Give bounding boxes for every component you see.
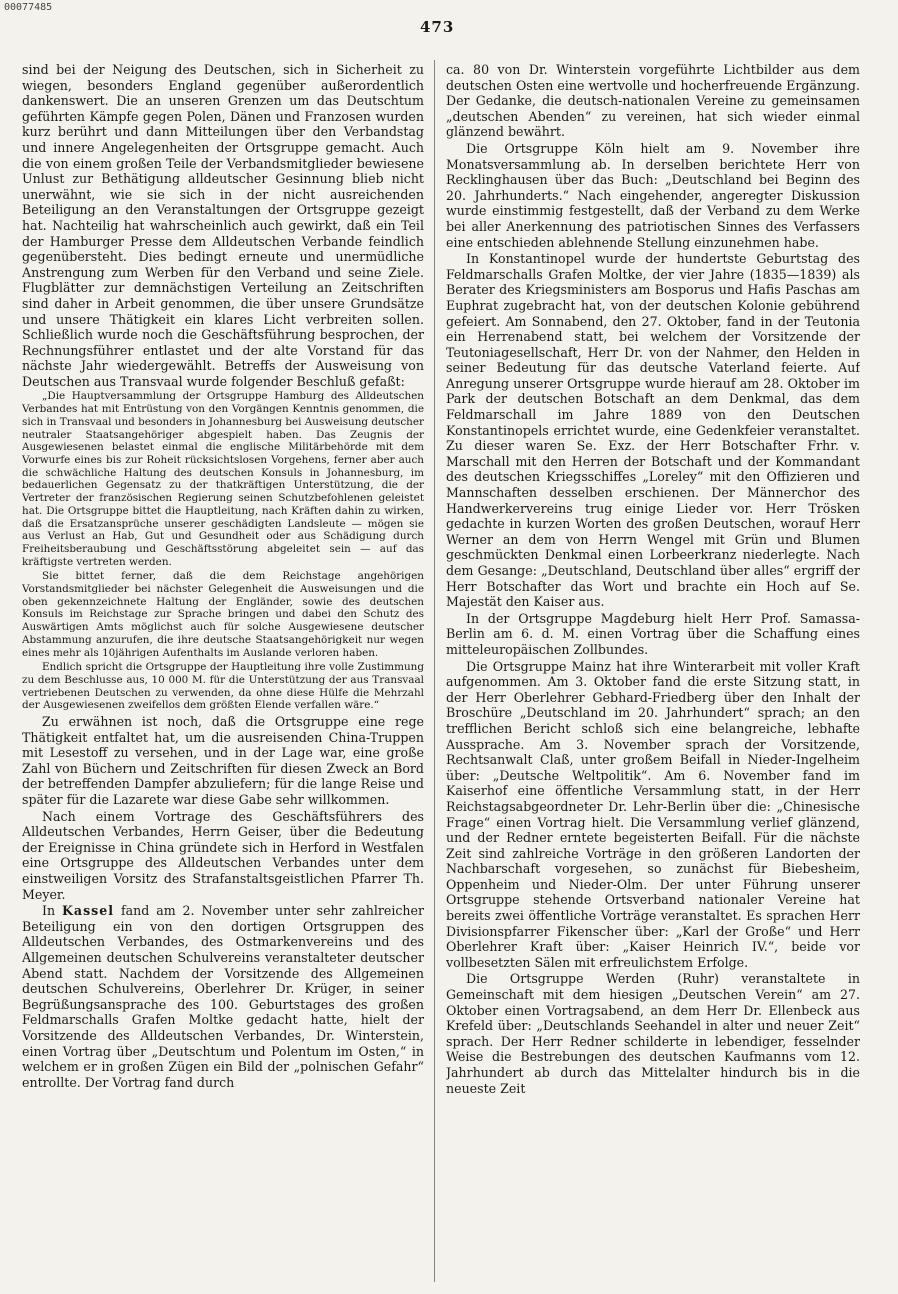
paragraph: Zu erwähnen ist noch, daß die Ortsgruppe eine rege Thätigkeit entfaltet hat, um die ausreisenden China-Truppen mit Lesestoff zu versehen, und in der Lage war, eine große Zahl von Büchern und Zeitschriften für diesen Zweck an Bord der betreffenden Dampfer abzuliefern; für die lange Reise und später für die Lazarete war diese Gabe sehr willkommen. xyxy=(22,714,424,808)
resolution-paragraph: Sie bittet ferner, daß die dem Reichstage angehörigen Vorstandsmitglieder bei nächster Gelegenheit die Ausweisungen und die oben gekennzeichnete Haltung der Engländer, sowie des deutschen Konsuls im Reichstage zur Sprache bringen und dabei den Schutz des Auswärtigen Amts möglichst auch für solche Ausgewiesene deutscher Abstammung anzurufen, die ihre deutsche Staatsangehörigkeit nur wegen eines mehr als 10jährigen Aufenthalts im Auslande verloren haben. xyxy=(22,570,424,659)
paragraph-kassel: In Kassel fand am 2. November unter sehr zahlreicher Beteiligung ein von den dortigen Ortsgruppen des Alldeutschen Verbandes, des Ostmarkenvereins und des Allgemeinen deutschen Schulvereins veranstalteter deutscher Abend statt. Nachdem der Vorsitzende des Allgemeinen deutschen Schulvereins, Oberlehrer Dr. Krüger, in seiner Begrüßungsansprache des 100. Geburtstages des großen Feldmarschalls Grafen Moltke gedacht hatte, hielt der Vorsitzende des Alldeutschen Verbandes, Dr. Winterstein, einen Vortrag über „Deutschtum und Polentum im Osten,“ in welchem er in großen Zügen ein Bild der „polnischen Gefahr“ entrollte. Der Vortrag fand durch xyxy=(22,903,424,1090)
paragraph-text: fand am 2. November unter sehr zahlreicher Beteiligung ein von den dortigen Ortsgruppen des Alldeutschen Verbandes, des Ostmarkenvereins und des Allgemeinen deutschen Schulvereins veranstalteter deutscher Abend statt. Nachdem der Vorsitzende des Allgemeinen deutschen Schulvereins, Oberlehrer Dr. Krüger, in seiner Begrüßungsansprache des 100. Geburtstages des großen Feldmarschalls Grafen Moltke gedacht hatte, hielt der Vorsitzende des Alldeutschen Verbandes, Dr. Winterstein, einen Vortrag über „Deutschtum und Polentum im Osten,“ in welchem er in großen Zügen ein Bild der „polnischen Gefahr“ entrollte. Der Vortrag fand durch xyxy=(22,903,424,1090)
resolution-paragraph: „Die Hauptversammlung der Ortsgruppe Hamburg des Alldeutschen Verbandes hat mit Entrüstung von den Vorgängen Kenntnis genommen, die sich in Transvaal und besonders in Johannesburg bei Ausweisung deutscher neutraler Staatsangehöriger abgespielt haben. Das Zeugnis der Ausgewiesenen belastet einmal die englische Militärbehörde mit dem Vorwurfe eines bis zur Roheit rücksichtslosen Vorgehens, ferner aber auch die schwächliche Haltung des deutschen Konsuls in Johannesburg, im bedauerlichen Gegensatz zu der thatkräftigen Unterstützung, die der Vertreter der französischen Regierung seinen Schutzbefohlenen geleistet hat. Die Ortsgruppe bittet die Hauptleitung, nach Kräften dahin zu wirken, daß die Ersatzansprüche unserer geschädigten Landsleute — mögen sie aus Verlust an Hab, Gut und Gesundheit oder aus Schädigung durch Freiheitsberaubung und Geschäftsstörung abgeleitet sein — auf das kräftigste vertreten werden. xyxy=(22,390,424,568)
paragraph-koeln: Die Ortsgruppe Köln hielt am 9. November ihre Monatsversammlung ab. In derselben berichtete Herr von Recklinghausen über das Buch: „Deutschland bei Beginn des 20. Jahrhunderts.“ Nach eingehender, angeregter Diskussion wurde einstimmig festgestellt, daß der Verband zu dem Werke bei aller Anerkennung des patriotischen Sinnes des Verfassers eine entschieden ablehnende Stellung einzunehmen habe. xyxy=(446,140,860,250)
left-column xyxy=(22,62,424,1282)
column-divider xyxy=(434,60,435,1282)
paragraph-mainz: Die Ortsgruppe Mainz hat ihre Winterarbeit mit voller Kraft aufgenommen. Am 3. Oktober fand die erste Sitzung statt, in der Herr Oberlehrer Gebhard-Friedberg über den Inhalt der Broschüre „Deutschland im 20. Jahrhundert“ sprach; an den trefflichen Bericht schloß sich eine belangreiche, lebhafte Aussprache. Am 3. November sprach der Vorsitzende, Rechtsanwalt Claß, unter großem Beifall in Nieder-Ingelheim über: „Deutsche Weltpolitik“. Am 6. November fand im Kaiserhof eine öffentliche Versammlung statt, in der Herr Reichstagsabgeordneter Dr. Lehr-Berlin über die: „Chinesische Frage“ einen Vortrag hielt. Die Versammlung verlief glänzend, und der Redner erntete begeisterten Beifall. Für die nächste Zeit sind zahlreiche Vorträge in den größeren Landorten der Nachbarschaft vorgesehen, so zunächst für Biebesheim, Oppenheim und Nieder-Olm. Der unter Führung unserer Ortsgruppe stehende Ortsverband nationaler Vereine hat bereits zwei öffentliche Vorträge veranstaltet. Es sprachen Herr Divisionspfarrer Fikenscher über: „Karl der Große“ und Herr Oberlehrer Kraft über: „Kaiser Heinrich IV.“, beide vor vollbesetzten Sälen mit erfreulichstem Erfolge. xyxy=(446,658,860,970)
city-name: Kassel xyxy=(61,903,115,919)
page-number: 473 xyxy=(420,18,455,36)
right-column xyxy=(446,62,860,1282)
paragraph: ca. 80 von Dr. Winterstein vorgeführte Lichtbilder aus dem deutschen Osten eine wertvolle und hocherfreuende Ergänzung. Der Gedanke, die deutsch-nationalen Vereine zu gemeinsamen „deutschen Abenden“ zu vereinen, hat sich wieder einmal glänzend bewährt. xyxy=(446,62,860,140)
paragraph-konstantinopel: In Konstantinopel wurde der hundertste Geburtstag des Feldmarschalls Grafen Moltke, der vier Jahre (1835—1839) als Berater des Kriegsministers am Bosporus und Hafis Paschas am Euphrat zugebracht hat, von der deutschen Kolonie gebührend gefeiert. Am Sonnabend, den 27. Oktober, fand in der Teutonia ein Herrenabend statt, bei welchem der Vorsitzende der Teutoniagesellschaft, Herr Dr. von der Nahmer, den Helden in seiner Bedeutung für das deutsche Vaterland feierte. Auf Anregung unserer Ortsgruppe wurde hierauf am 28. Oktober im Park der deutschen Botschaft an dem Denkmal, das dem Feldmarschall im Jahre 1889 von den Deutschen Konstantinopels errichtet wurde, eine Gedenkfeier veranstaltet. Zu dieser waren Se. Exz. der Herr Botschafter Frhr. v. Marschall mit den Herren der Botschaft und der Kommandant des deutschen Kriegsschiffes „Loreley“ mit den Offizieren und Mannschaften desselben erschienen. Der Männerchor des Handwerkervereins trug einige Lieder vor. Herr Trösken gedachte in kurzen Worten des großen Deutschen, worauf Herr Werner an dem von Herrn Wengel mit Grün und Blumen geschmückten Denkmal einen Lorbeerkranz niederlegte. Nach dem Gesange: „Deutschland, Deutschland über alles“ ergriff der Herr Botschafter das Wort und brachte ein Hoch auf Se. Majestät den Kaiser aus. xyxy=(446,251,860,610)
resolution-paragraph: Endlich spricht die Ortsgruppe der Hauptleitung ihre volle Zustimmung zu dem Beschlusse aus, 10 000 M. für die Unterstützung der aus Transvaal vertriebenen Deutschen zu verwenden, da ohne diese Hülfe die Mehrzahl der Ausgewiesenen zweifellos dem größten Elende verfallen wäre.“ xyxy=(22,661,424,712)
paragraph: Nach einem Vortrage des Geschäftsführers des Alldeutschen Verbandes, Herrn Geiser, über die Bedeutung der Ereignisse in China gründete sich in Herford in Westfalen eine Ortsgruppe des Alldeutschen Verbandes unter dem einstweiligen Vorsitz des Strafanstaltsgeistlichen Pfarrer Th. Meyer. xyxy=(22,808,424,902)
paragraph-werden: Die Ortsgruppe Werden (Ruhr) veranstaltete in Gemeinschaft mit dem hiesigen „Deutschen Verein“ am 27. Oktober einen Vortragsabend, an dem Herr Dr. Ellenbeck aus Krefeld über: „Deutschlands Seehandel in alter und neuer Zeit“ sprach. Der Herr Redner schilderte in lebendiger, fesselnder Weise die Bestrebungen des deutschen Kaufmanns vom 12. Jahrhundert ab durch das Mittelalter hindurch bis in die neueste Zeit xyxy=(446,971,860,1096)
paragraph-magdeburg: In der Ortsgruppe Magdeburg hielt Herr Prof. Samassa-Berlin am 6. d. M. einen Vortrag über die Schaffung eines mitteleuropäischen Zollbundes. xyxy=(446,610,860,657)
paragraph: sind bei der Neigung des Deutschen, sich in Sicherheit zu wiegen, besonders England gegenüber außerordentlich dankenswert. Die an unseren Grenzen um das Deutschtum geführten Kämpfe gegen Polen, Dänen und Franzosen wurden kurz berührt und dann Mitteilungen über den Verbandstag und innere Angelegenheiten der Ortsgruppe gemacht. Auch die von einem großen Teile der Verbandsmitglieder bewiesene Unlust zur Bethätigung alldeutscher Gesinnung blieb nicht unerwähnt, wie sie sich in der nicht ausreichenden Beteiligung an den Veranstaltungen der Ortsgruppe gezeigt hat. Nachteilig hat wahrscheinlich auch gewirkt, daß ein Teil der Hamburger Presse dem Alldeutschen Verbande feindlich gegenübersteht. Dies bedingt erneute und unermüdliche Anstrengung zum Werben für den Verband und seine Ziele. Flugblätter zur demnächstigen Verteilung an Zeitschriften sind daher in Arbeit genommen, die über unsere Grundsätze und unsere Thätigkeit ein klares Licht verbreiten sollen. Schließlich wurde noch die Geschäftsführung besprochen, der Rechnungsführer entlastet und der alte Vorstand für das nächste Jahr wiedergewählt. Betreffs der Ausweisung von Deutschen aus Transvaal wurde folgender Beschluß gefaßt: xyxy=(22,62,424,389)
archive-id: 00077485 xyxy=(4,2,53,13)
